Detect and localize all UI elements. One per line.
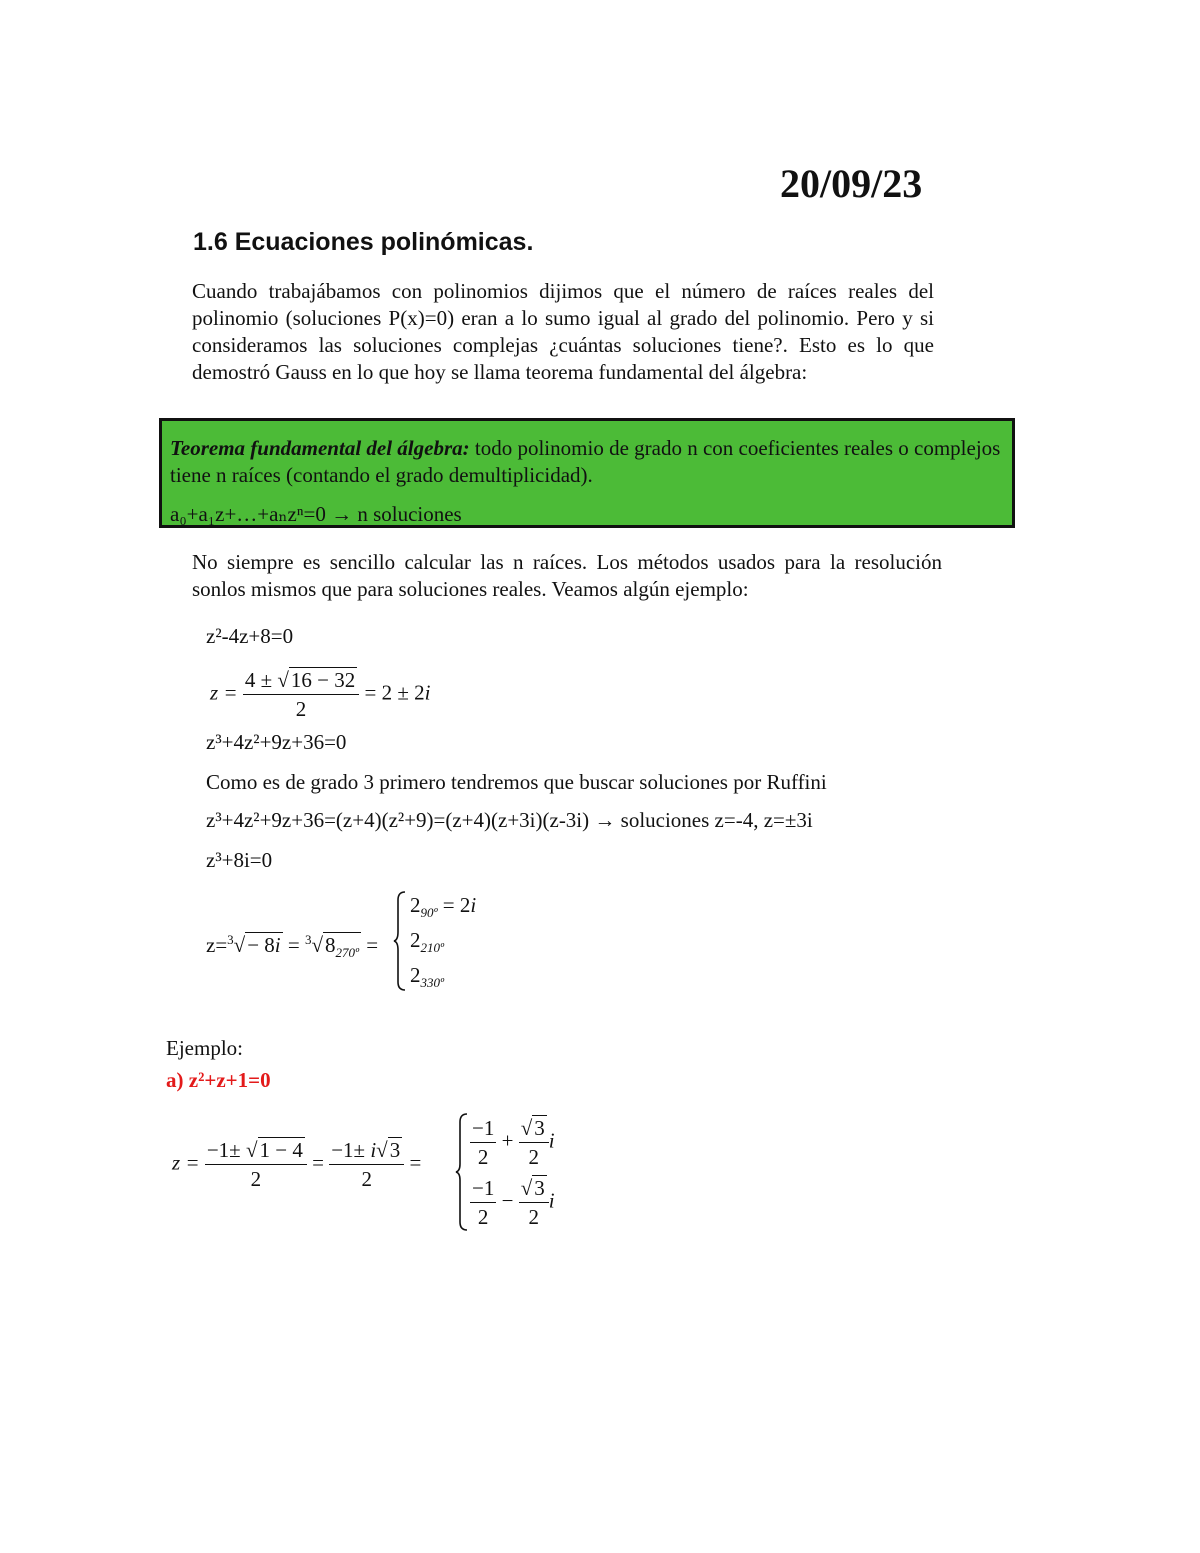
eq3-rad1-i: i <box>274 933 281 957</box>
example-f1-num: −1± √1 − 4 <box>205 1138 307 1165</box>
eq1-num-a: 4 ± <box>244 668 278 692</box>
theorem-formula <box>170 501 1004 528</box>
eq3-case1-rhs: = 2 <box>437 893 471 917</box>
example-f1-den: 2 <box>250 1167 262 1191</box>
eq1-rhs: = 2 ± 2 <box>364 680 425 705</box>
example-a: a) z²+z+1=0 <box>166 1068 271 1092</box>
eq3-eq-sign2: = <box>366 933 379 957</box>
eq1-numerator: 4 ± √16 − 32 <box>243 668 359 695</box>
eq1-radicand: 16 − 32 <box>290 668 356 692</box>
eq3-case3-sub: 330º <box>420 975 445 991</box>
example-c2-frac-a <box>470 1176 496 1229</box>
eq3-eq-sign: = <box>287 933 300 957</box>
example-fraction2 <box>329 1138 404 1191</box>
example-f1-rad: 1 − 4 <box>259 1138 303 1162</box>
eq3-root: $z=^3√- 8i = ^3√8_{270º}$ = <box>206 932 379 961</box>
theorem-text: todo polinomio de grado n con coeficientes reales o complejos tiene n raíces (contando el grado demultiplicidad). <box>170 436 1001 487</box>
eq3-rad2: 8 <box>325 933 336 957</box>
example-c1-a-den: 2 <box>477 1145 489 1169</box>
example-eq1: = <box>312 1150 324 1175</box>
eq3-case3-base: 2 <box>410 963 421 987</box>
eq3-line: z³+8i=0 <box>206 848 273 872</box>
eq1-solution <box>210 668 430 721</box>
section-heading: 1.6 Ecuaciones polinómicas. <box>193 228 534 256</box>
example-solution <box>172 1138 421 1191</box>
eq1-lhs: z = <box>210 680 238 705</box>
example-f2-den: 2 <box>361 1167 372 1191</box>
example-c2-i: i <box>548 1188 555 1213</box>
example-brace <box>455 1112 469 1232</box>
theorem-formula-lhs: a₀+a₁z+…+aₙzⁿ=0 <box>170 502 326 526</box>
eq1-fraction <box>243 668 359 721</box>
eq3-root-index: 3 <box>227 932 234 947</box>
example-fraction1 <box>205 1138 307 1191</box>
eq2-factorization <box>206 808 813 832</box>
eq1-line: z²-4z+8=0 <box>206 624 294 648</box>
example-c1-frac-a <box>470 1116 496 1169</box>
example-c2-a-den: 2 <box>477 1205 489 1229</box>
example-lhs: z = <box>172 1150 200 1175</box>
arrow-icon: → <box>331 502 353 526</box>
example-c1-b-den: 2 <box>528 1145 539 1169</box>
eq3-radicand2 <box>323 932 361 961</box>
theorem-formula-rhs: n soluciones <box>352 502 462 526</box>
example-eq2: = <box>409 1150 422 1175</box>
eq3-brace <box>393 890 407 992</box>
eq3-rad2-sub: 270º <box>335 945 360 961</box>
eq3-case1-sub: 90º <box>420 905 438 921</box>
example-label: Ejemplo: <box>166 1036 243 1060</box>
eq3-case1 <box>410 893 476 925</box>
example-minus: − <box>501 1188 514 1213</box>
example-c1-frac-b <box>519 1116 549 1169</box>
methods-paragraph: No siempre es sencillo calcular las n raíces. Los métodos usados para la resolución sonlos mismos que para soluciones reales. Veamos algún ejemplo: <box>192 550 942 601</box>
example-plus: + <box>501 1128 514 1153</box>
eq2-line: z³+4z²+9z+36=0 <box>206 730 347 754</box>
example-f2-num: −1± i√3 <box>329 1138 404 1165</box>
theorem-name: Teorema fundamental del álgebra: <box>170 436 470 460</box>
eq1-denominator: 2 <box>295 697 307 721</box>
example-c2-a-num: −1 <box>470 1176 496 1203</box>
eq3-case3 <box>410 963 444 995</box>
example-f2-num-a: −1± <box>331 1138 371 1162</box>
intro-paragraph: Cuando trabajábamos con polinomios dijimos que el número de raíces reales del polinomio (soluciones P(x)=0) eran a lo sumo igual al grado del polinomio. Pero y si consideramos las soluciones complejas ¿cuántas soluciones tiene?. Esto es lo que demostró Gauss en lo que hoy se llama teorema fundamental del álgebra: <box>192 279 934 384</box>
example-c2-b-rad: 3 <box>534 1176 545 1200</box>
date: 20/09/23 <box>780 161 923 206</box>
example-case1 <box>470 1116 555 1169</box>
eq3-case1-base: 2 <box>410 893 421 917</box>
example-c2-b-den: 2 <box>528 1205 539 1229</box>
example-c1-i: i <box>548 1128 555 1153</box>
example-c2-frac-b <box>519 1176 549 1229</box>
theorem-statement <box>170 435 1004 489</box>
example-case2 <box>470 1176 555 1229</box>
eq3-case2-base: 2 <box>410 928 421 952</box>
example-c1-b-num: √3 <box>519 1116 549 1143</box>
eq3-lhs: z= <box>206 933 228 957</box>
example-c1-a-num: −1 <box>470 1116 496 1143</box>
eq1-rhs-i: i <box>424 680 431 705</box>
eq2-solutions: soluciones z=-4, z=±3i <box>615 808 813 832</box>
eq3-case2 <box>410 928 444 960</box>
eq2-note: Como es de grado 3 primero tendremos que buscar soluciones por Ruffini <box>206 770 827 794</box>
theorem-box <box>159 418 1015 528</box>
example-f2-num-i: i <box>370 1138 377 1162</box>
eq3-rad1: − 8 <box>247 933 275 957</box>
example-f2-rad: 3 <box>389 1138 401 1162</box>
eq3-root-index2: 3 <box>304 932 312 947</box>
eq3-radicand1 <box>245 932 282 957</box>
arrow-icon: → <box>594 808 616 832</box>
example-c2-b-num: √3 <box>519 1176 549 1203</box>
eq3-case2-sub: 210º <box>420 940 445 956</box>
eq2-factor: z³+4z²+9z+36=(z+4)(z²+9)=(z+4)(z+3i)(z-3i) <box>206 808 590 832</box>
example-f1-num-a: −1± <box>206 1138 246 1162</box>
example-c1-b-rad: 3 <box>534 1116 545 1140</box>
eq3-case1-i: i <box>470 893 477 917</box>
